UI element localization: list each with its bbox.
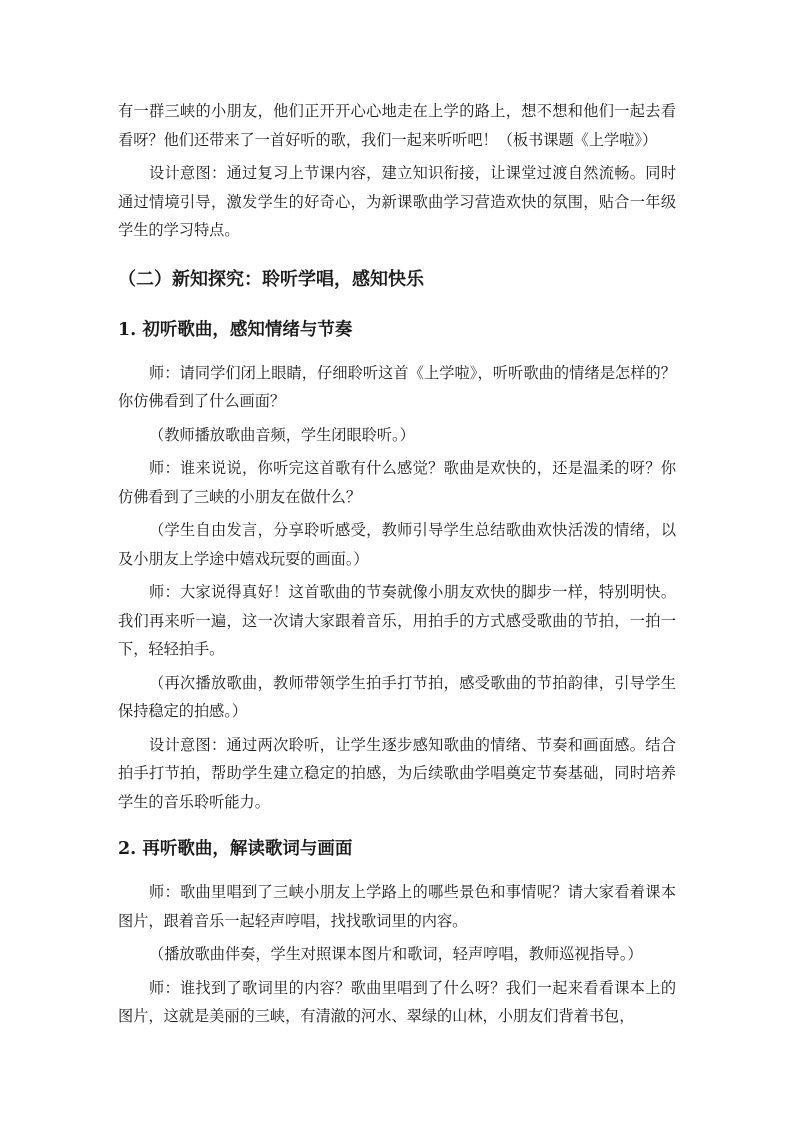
stage-note-paragraph: （再次播放歌曲，教师带领学生拍手打节拍，感受歌曲的节拍韵律，引导学生保持稳定的拍感。）	[118, 673, 676, 720]
teacher-question-paragraph: 师：请同学们闭上眼睛，仔细聆听这首《上学啦》，听听歌曲的情绪是怎样的？你仿佛看到了什么画面？	[118, 363, 676, 410]
teacher-question-paragraph: 师：谁来说说，你听完这首歌有什么感觉？歌曲是欢快的，还是温柔的呀？你仿佛看到了三峡的小朋友在做什么？	[118, 459, 676, 506]
teacher-question-paragraph: 师：歌曲里唱到了三峡小朋友上学路上的哪些景色和事情呢？请大家看着课本图片，跟着音乐一起轻声哼唱，找找歌词里的内容。	[118, 883, 676, 930]
stage-note-paragraph: （教师播放歌曲音频，学生闭眼聆听。）	[149, 425, 415, 444]
teacher-question-paragraph: 师：大家说得真好！这首歌曲的节奏就像小朋友欢快的脚步一样，特别明快。我们再来听一遍，这一次请大家跟着音乐，用拍手的方式感受歌曲的节拍，一拍一下，轻轻拍手。	[118, 583, 676, 658]
stage-note-paragraph: （播放歌曲伴奏，学生对照课本图片和歌词，轻声哼唱，教师巡视指导。）	[149, 945, 643, 963]
design-intent-paragraph: 设计意图：通过复习上节课内容，建立知识衔接，让课堂过渡自然流畅。同时通过情境引导，激发学生的好奇心，为新课歌曲学习营造欢快的氛围，贴合一年级学生的学习特点。	[118, 164, 676, 239]
subsection-heading-1: 1. 初听歌曲，感知情绪与节奏	[118, 319, 353, 340]
subsection-heading-2: 2. 再听歌曲，解读歌词与画面	[118, 839, 353, 859]
intro-paragraph: 有一群三峡的小朋友，他们正开开心心地走在上学的路上，想不想和他们一起去看看呀？他们还带来了一首好听的歌，我们一起来听听吧！（板书课题《上学啦》）	[118, 102, 676, 149]
teacher-question-paragraph: 师：谁找到了歌词里的内容？歌曲里唱到了什么呀？我们一起来看看课本上的图片，这就是美丽的三峡，有清澈的河水、翠绿的山林，小朋友们背着书包，	[118, 978, 676, 1025]
stage-note-paragraph: （学生自由发言，分享聆听感受，教师引导学生总结歌曲欢快活泼的情绪，以及小朋友上学途中嬉戏玩耍的画面。）	[118, 521, 676, 568]
document-body	[118, 97, 676, 1036]
design-intent-paragraph: 设计意图：通过两次聆听，让学生逐步感知歌曲的情绪、节奏和画面感。结合拍手打节拍，帮助学生建立稳定的拍感，为后续歌曲学唱奠定节奏基础，同时培养学生的音乐聆听能力。	[118, 735, 676, 811]
section-heading: （二）新知探究：聆听学唱，感知快乐	[118, 268, 424, 290]
